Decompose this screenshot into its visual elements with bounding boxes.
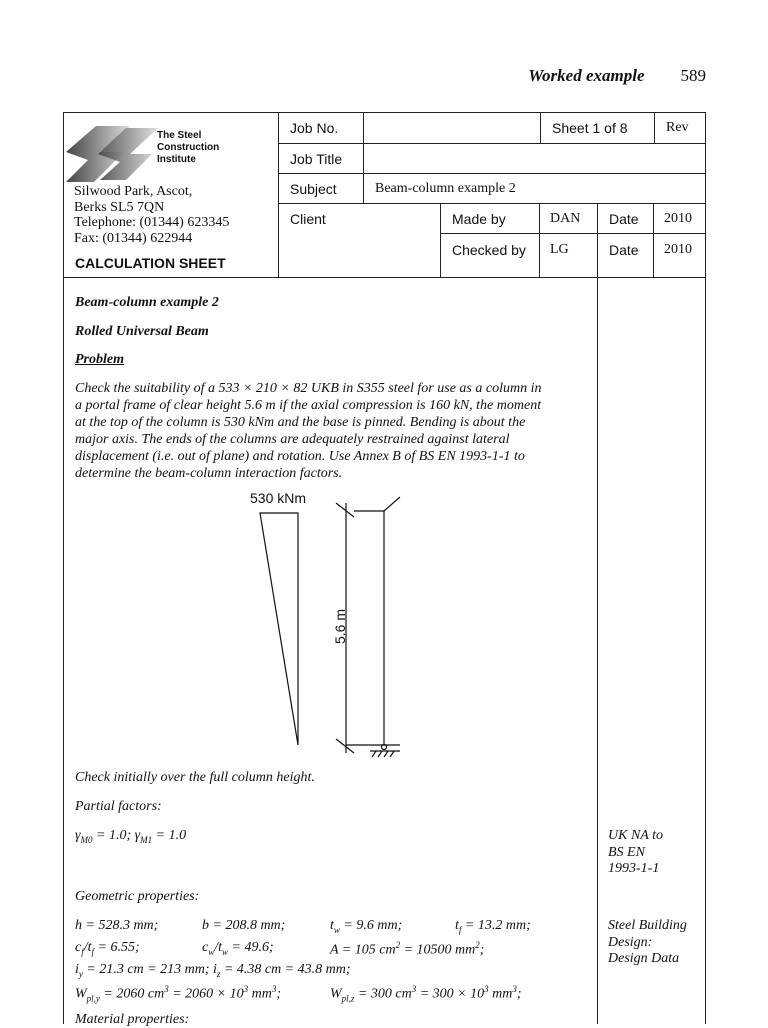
grid-line — [278, 203, 706, 204]
grid-line — [540, 112, 541, 144]
sheet-label: Sheet 1 of 8 — [552, 120, 628, 136]
heading-problem: Problem — [75, 352, 124, 367]
grid-line — [653, 203, 654, 278]
equation-wplz: $W_{pl,z} = 300$ $cm^3 = 300 \times 10^3$ $mm^3$; — [330, 984, 522, 1004]
side-note-line: 1993-1-1 — [608, 861, 660, 876]
equation-tw: $t_w = 9.6$ mm; — [330, 918, 403, 935]
org-line: Construction — [157, 142, 220, 153]
height-label — [318, 585, 348, 644]
side-note-reference — [608, 828, 663, 878]
equation-b: b = 208.8 mm; — [202, 918, 286, 933]
side-note-line: Design: — [608, 934, 653, 950]
job-title-label: Job Title — [290, 151, 343, 167]
address-line: Silwood Park, Ascot, — [74, 184, 193, 199]
subject-label: Subject — [290, 181, 337, 197]
rev-label: Rev — [666, 120, 689, 135]
equation-cf-tf: $c_f/t_f = 6.55$; — [75, 940, 140, 957]
equation-radii: $i_y = 21.3$ cm = 213 mm; $i_z = 4.38$ cm = 43.8 mm; — [75, 962, 351, 979]
side-note-line: Steel Building — [608, 918, 687, 933]
checked-by-label: Checked by — [452, 242, 526, 258]
date-label: Date — [609, 242, 639, 258]
problem-line: major axis. The ends of the columns are adequately restrained against lateral — [75, 432, 510, 447]
made-by-value: DAN — [550, 211, 581, 226]
grid-line — [278, 143, 706, 144]
org-line: Institute — [157, 154, 196, 165]
address-line: Fax: (01344) 622944 — [74, 230, 193, 246]
address-block — [74, 184, 229, 246]
equation-area: A = 105 $cm^2 = 10500$ $mm^2$; — [330, 940, 485, 958]
equation-tf: $t_f = 13.2$ mm; — [455, 918, 531, 935]
heading-example: Beam-column example 2 — [75, 295, 219, 310]
problem-line: determine the beam-column interaction factors. — [75, 466, 343, 481]
frame-left — [63, 112, 64, 1024]
frame-top — [63, 112, 706, 113]
side-note-reference — [608, 918, 687, 968]
side-note-line: Design Data — [608, 951, 680, 966]
date-value: 2010 — [664, 211, 692, 226]
sci-logo-icon — [66, 124, 166, 186]
height-label-text: 5.6 m — [332, 608, 348, 644]
frame-right — [705, 112, 706, 1024]
partial-factors-label: Partial factors: — [75, 799, 162, 814]
address-line: Berks SL5 7QN — [74, 199, 165, 215]
moment-label: 530 kNm — [250, 490, 307, 506]
grid-line — [654, 112, 655, 144]
side-note-line: BS EN — [608, 844, 645, 860]
problem-statement — [75, 380, 541, 482]
grid-line — [440, 203, 441, 278]
equation-wply: $W_{pl,y} = 2060$ $cm^3 = 2060 \times 10^3$ $mm^3$; — [75, 984, 282, 1004]
material-properties-label: Material properties: — [75, 1012, 190, 1027]
logo-org-name — [157, 130, 219, 166]
org-line: The Steel — [157, 130, 202, 141]
title-block-bottom — [63, 277, 706, 278]
partial-factors-equation: $\gamma_{M0} = 1.0$; $\gamma_{M1} = 1.0$ — [75, 828, 187, 845]
problem-line: Check the suitability of a 533 × 210 × 82 UKB in S355 steel for use as a column in — [75, 381, 542, 396]
problem-line: a portal frame of clear height 5.6 m if the axial compression is 160 kN, the moment — [75, 398, 542, 413]
page-number: 589 — [680, 66, 706, 85]
check-text: Check initially over the full column height. — [75, 770, 315, 785]
problem-line: at the top of the column is 530 kNm and the base is pinned. Bending is about the — [75, 415, 526, 430]
grid-line — [440, 233, 706, 234]
grid-line — [278, 173, 706, 174]
address-line: Telephone: (01344) 623345 — [74, 215, 230, 230]
logo-divider — [278, 112, 279, 278]
grid-line — [539, 203, 540, 278]
running-title: Worked example — [528, 66, 645, 85]
subject-value: Beam-column example 2 — [375, 181, 516, 196]
problem-line: displacement (i.e. out of plane) and rotation. Use Annex B of BS EN 1993-1-1 to — [75, 449, 525, 464]
side-note-line: UK NA to — [608, 828, 663, 843]
running-header — [0, 66, 706, 86]
made-by-label: Made by — [452, 211, 506, 227]
client-label: Client — [290, 211, 326, 227]
equation-cw-tw: $c_w/t_w = 49.6$; — [202, 940, 274, 957]
calculation-sheet-label: CALCULATION SHEET — [75, 255, 226, 271]
date-label: Date — [609, 211, 639, 227]
side-column-divider — [597, 203, 598, 1024]
date-value: 2010 — [664, 242, 692, 257]
equation-h: h = 528.3 mm; — [75, 918, 159, 933]
checked-by-value: LG — [550, 242, 569, 257]
geometric-properties-label: Geometric properties: — [75, 889, 200, 904]
heading-section: Rolled Universal Beam — [75, 324, 209, 339]
job-no-label: Job No. — [290, 120, 339, 136]
grid-line — [363, 112, 364, 204]
